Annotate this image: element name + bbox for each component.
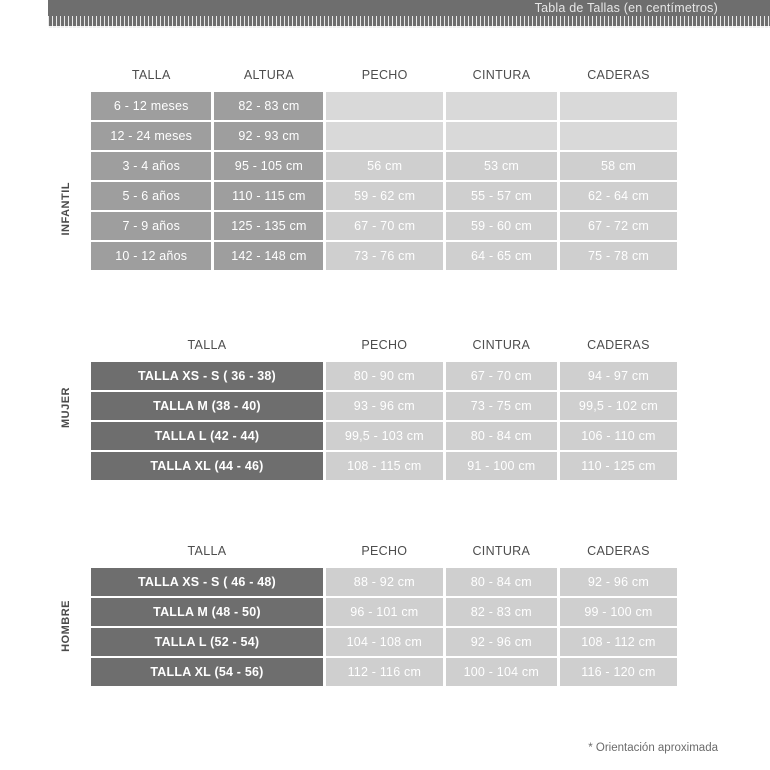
cell-cintura: 64 - 65 cm [446, 242, 557, 270]
section-label-infantil: INFANTIL [60, 182, 72, 236]
cell-talla: 10 - 12 años [91, 242, 211, 270]
cell-pecho: 99,5 - 103 cm [326, 422, 443, 450]
cell-talla: TALLA L (42 - 44) [91, 422, 323, 450]
section-label-hombre: HOMBRE [60, 600, 72, 652]
cell-cintura: 82 - 83 cm [446, 598, 557, 626]
cell-caderas: 106 - 110 cm [560, 422, 677, 450]
cell-pecho: 88 - 92 cm [326, 568, 443, 596]
cell-talla: TALLA M (38 - 40) [91, 392, 323, 420]
ruler-strip [48, 16, 770, 28]
cell-altura: 110 - 115 cm [214, 182, 323, 210]
banner-title: Tabla de Tallas (en centímetros) [534, 1, 718, 15]
section-hombre [60, 538, 680, 688]
cell-talla: TALLA M (48 - 50) [91, 598, 323, 626]
table-row [91, 242, 677, 270]
cell-pecho: 80 - 90 cm [326, 362, 443, 390]
cell-talla: 6 - 12 meses [91, 92, 211, 120]
cell-cintura: 92 - 96 cm [446, 628, 557, 656]
cell-cintura: 80 - 84 cm [446, 568, 557, 596]
column-header-caderas: CADERAS [587, 338, 650, 352]
table-row [91, 152, 677, 180]
cell-cintura [446, 92, 557, 120]
cell-altura: 95 - 105 cm [214, 152, 323, 180]
cell-pecho: 96 - 101 cm [326, 598, 443, 626]
cell-talla: 5 - 6 años [91, 182, 211, 210]
table-row [91, 568, 677, 596]
table-row [91, 598, 677, 626]
cell-cintura: 53 cm [446, 152, 557, 180]
cell-caderas: 116 - 120 cm [560, 658, 677, 686]
cell-pecho: 93 - 96 cm [326, 392, 443, 420]
cell-altura: 125 - 135 cm [214, 212, 323, 240]
cell-caderas: 110 - 125 cm [560, 452, 677, 480]
table-row [91, 182, 677, 210]
cell-pecho: 59 - 62 cm [326, 182, 443, 210]
cell-caderas [560, 122, 677, 150]
section-infantil [60, 62, 680, 272]
cell-cintura: 59 - 60 cm [446, 212, 557, 240]
cell-caderas: 62 - 64 cm [560, 182, 677, 210]
section-mujer [60, 332, 680, 482]
cell-caderas: 75 - 78 cm [560, 242, 677, 270]
column-header-talla: TALLA [131, 68, 171, 82]
cell-altura: 142 - 148 cm [214, 242, 323, 270]
cell-pecho: 112 - 116 cm [326, 658, 443, 686]
column-header-cintura: CINTURA [472, 544, 531, 558]
cell-talla: 3 - 4 años [91, 152, 211, 180]
ruler-baseline [48, 26, 770, 28]
cell-talla: 12 - 24 meses [91, 122, 211, 150]
table-row [91, 658, 677, 686]
cell-talla: TALLA XS - S ( 46 - 48) [91, 568, 323, 596]
table-row [91, 212, 677, 240]
table-row [91, 362, 677, 390]
size-table-hombre [88, 538, 680, 688]
cell-caderas: 92 - 96 cm [560, 568, 677, 596]
cell-talla: TALLA XL (54 - 56) [91, 658, 323, 686]
cell-caderas: 99 - 100 cm [560, 598, 677, 626]
cell-pecho: 108 - 115 cm [326, 452, 443, 480]
column-header-pecho: PECHO [361, 338, 408, 352]
column-header-talla: TALLA [187, 544, 227, 558]
cell-caderas: 99,5 - 102 cm [560, 392, 677, 420]
table-row [91, 452, 677, 480]
column-header-caderas: CADERAS [587, 544, 650, 558]
cell-caderas: 67 - 72 cm [560, 212, 677, 240]
column-header-cintura: CINTURA [472, 338, 531, 352]
column-header-altura: ALTURA [243, 68, 295, 82]
cell-cintura: 67 - 70 cm [446, 362, 557, 390]
column-header-talla: TALLA [187, 338, 227, 352]
table-row [91, 122, 677, 150]
cell-cintura [446, 122, 557, 150]
cell-cintura: 55 - 57 cm [446, 182, 557, 210]
cell-pecho: 56 cm [326, 152, 443, 180]
table-row [91, 392, 677, 420]
size-table-infantil [88, 62, 680, 272]
cell-caderas: 108 - 112 cm [560, 628, 677, 656]
cell-cintura: 73 - 75 cm [446, 392, 557, 420]
table-row [91, 92, 677, 120]
table-row [91, 628, 677, 656]
cell-talla: 7 - 9 años [91, 212, 211, 240]
cell-cintura: 100 - 104 cm [446, 658, 557, 686]
cell-cintura: 80 - 84 cm [446, 422, 557, 450]
size-table-mujer [88, 332, 680, 482]
table-header-row [91, 64, 677, 90]
table-header-row [91, 334, 677, 360]
cell-caderas: 58 cm [560, 152, 677, 180]
cell-pecho [326, 92, 443, 120]
cell-caderas: 94 - 97 cm [560, 362, 677, 390]
cell-pecho: 73 - 76 cm [326, 242, 443, 270]
cell-altura: 92 - 93 cm [214, 122, 323, 150]
cell-talla: TALLA L (52 - 54) [91, 628, 323, 656]
cell-talla: TALLA XL (44 - 46) [91, 452, 323, 480]
cell-pecho [326, 122, 443, 150]
column-header-pecho: PECHO [361, 544, 408, 558]
section-label-mujer: MUJER [60, 387, 72, 429]
table-row [91, 422, 677, 450]
column-header-cintura: CINTURA [472, 68, 531, 82]
cell-talla: TALLA XS - S ( 36 - 38) [91, 362, 323, 390]
footnote: * Orientación aproximada [588, 742, 718, 754]
cell-cintura: 91 - 100 cm [446, 452, 557, 480]
column-header-caderas: CADERAS [587, 68, 650, 82]
cell-pecho: 104 - 108 cm [326, 628, 443, 656]
cell-pecho: 67 - 70 cm [326, 212, 443, 240]
cell-caderas [560, 92, 677, 120]
table-header-row [91, 540, 677, 566]
column-header-pecho: PECHO [361, 68, 408, 82]
cell-altura: 82 - 83 cm [214, 92, 323, 120]
